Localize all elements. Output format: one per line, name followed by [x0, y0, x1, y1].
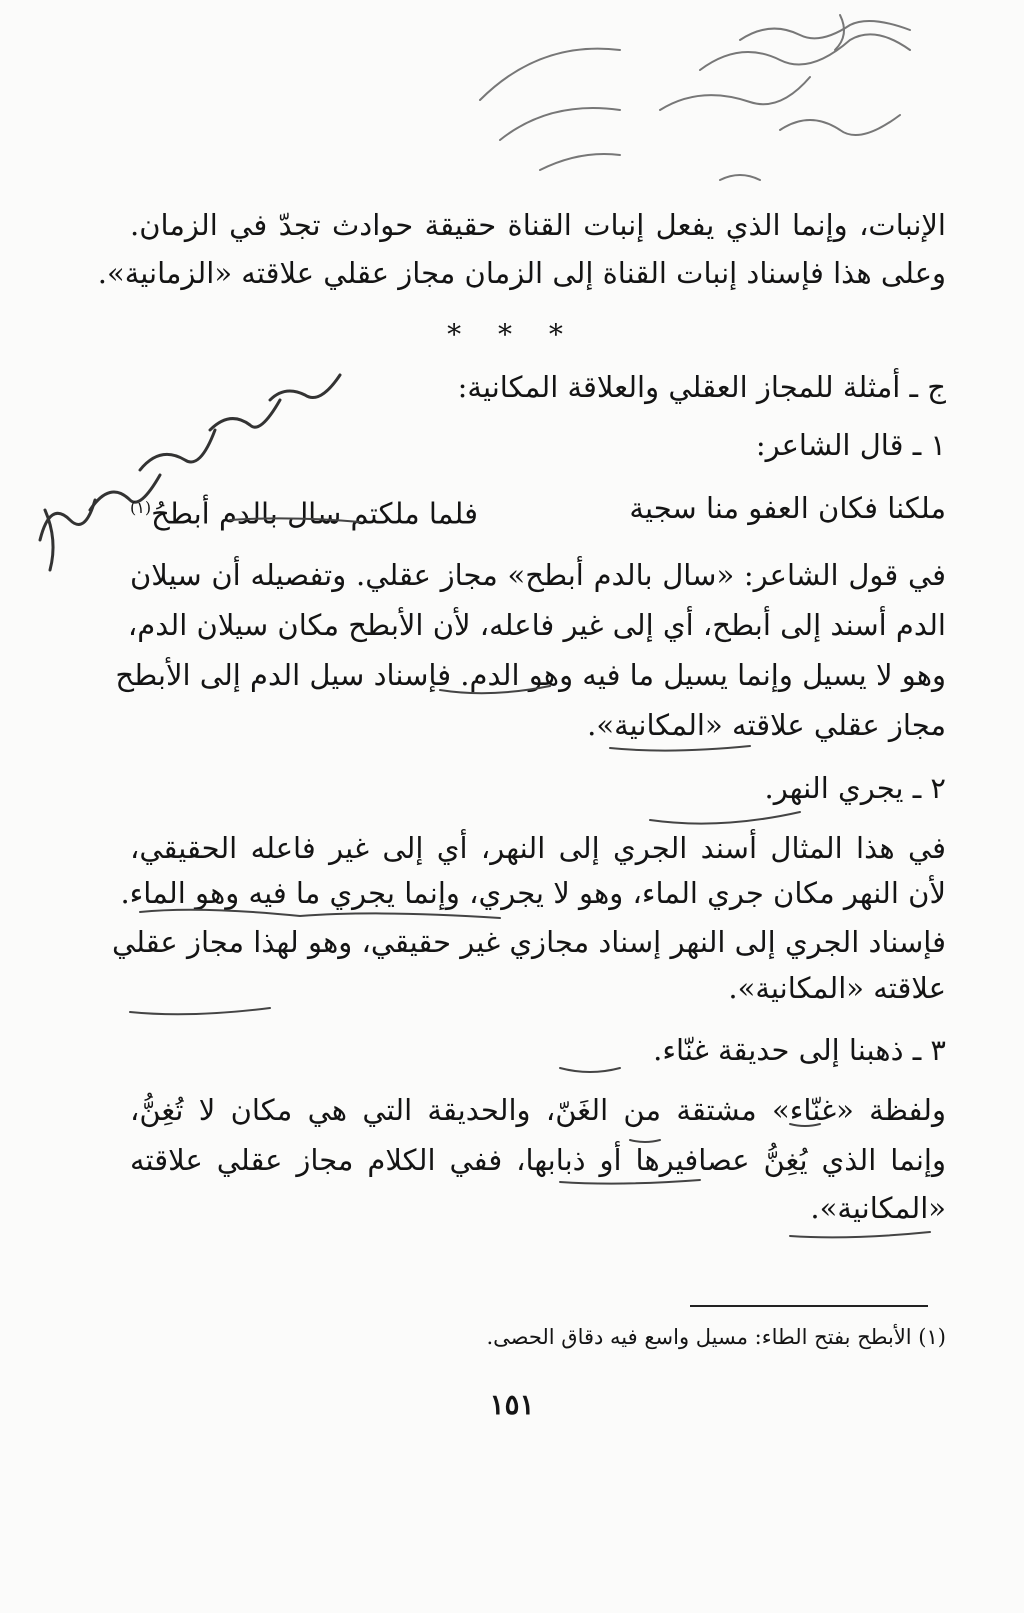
example2-line-2: لأن النهر مكان جري الماء، وهو لا يجري، وإنما يجري ما فيه وهو الماء. [120, 876, 946, 910]
page-number: ١٥١ [489, 1388, 535, 1421]
verse-second-hemistich: فلما ملكتم سال بالدم أبطحُ$^{(١)}$ [130, 496, 478, 531]
section-separator: * * * [447, 318, 577, 351]
footnote: (١) الأبطح بفتح الطاء: مسيل واسع فيه دقاق الحصى. [486, 1325, 946, 1349]
example3-line-3: «المكانية». [810, 1191, 946, 1225]
example2-title: ٢ ـ يجري النهر. [764, 771, 946, 805]
poem-verse [130, 488, 946, 534]
example1-title: ١ ـ قال الشاعر: [755, 428, 946, 462]
example3-title: ٣ ـ ذهبنا إلى حديقة غنّاء. [653, 1033, 946, 1067]
example2-line-1: في هذا المثال أسند الجري إلى النهر، أي إلى غير فاعله الحقيقي، [130, 831, 946, 865]
verse-first-hemistich: ملكنا فكان العفو منا سجية [629, 491, 946, 525]
footnote-rule [690, 1305, 928, 1307]
example1-line-2: الدم أسند إلى أبطح، أي إلى غير فاعله، لأن الأبطح مكان سيلان الدم، [127, 608, 946, 642]
example2-line-3: فإسناد الجري إلى النهر إسناد مجازي غير حقيقي، وهو لهذا مجاز عقلي [111, 925, 946, 959]
example1-line-1: في قول الشاعر: «سال بالدم أبطح» مجاز عقلي. وتفصيله أن سيلان [130, 558, 946, 592]
example3-line-2: وإنما الذي يُغِنُّ عصافيرها أو ذبابها، ففي الكلام مجاز عقلي علاقته [130, 1143, 946, 1177]
intro-line-1: الإنبات، وإنما الذي يفعل إنبات القناة حقيقة حوادث تجدّ في الزمان. [130, 208, 946, 242]
footnote-reference: (١) [130, 498, 152, 517]
example2-line-4: علاقته «المكانية». [728, 971, 946, 1005]
section-heading: ج ـ أمثلة للمجاز العقلي والعلاقة المكانية: [457, 370, 946, 404]
example1-line-4: مجاز عقلي علاقته «المكانية». [587, 708, 946, 742]
example1-line-3: وهو لا يسيل وإنما يسيل ما فيه وهو الدم. فإسناد سيل الدم إلى الأبطح [115, 658, 946, 692]
handwritten-note-top [440, 0, 960, 200]
example3-line-1: ولفظة «غنّاء» مشتقة من الغَنّ، والحديقة التي هي مكان لا تُغِنُّ، [130, 1093, 946, 1127]
intro-line-2: وعلى هذا فإسناد إنبات القناة إلى الزمان مجاز عقلي علاقته «الزمانية». [97, 256, 946, 290]
